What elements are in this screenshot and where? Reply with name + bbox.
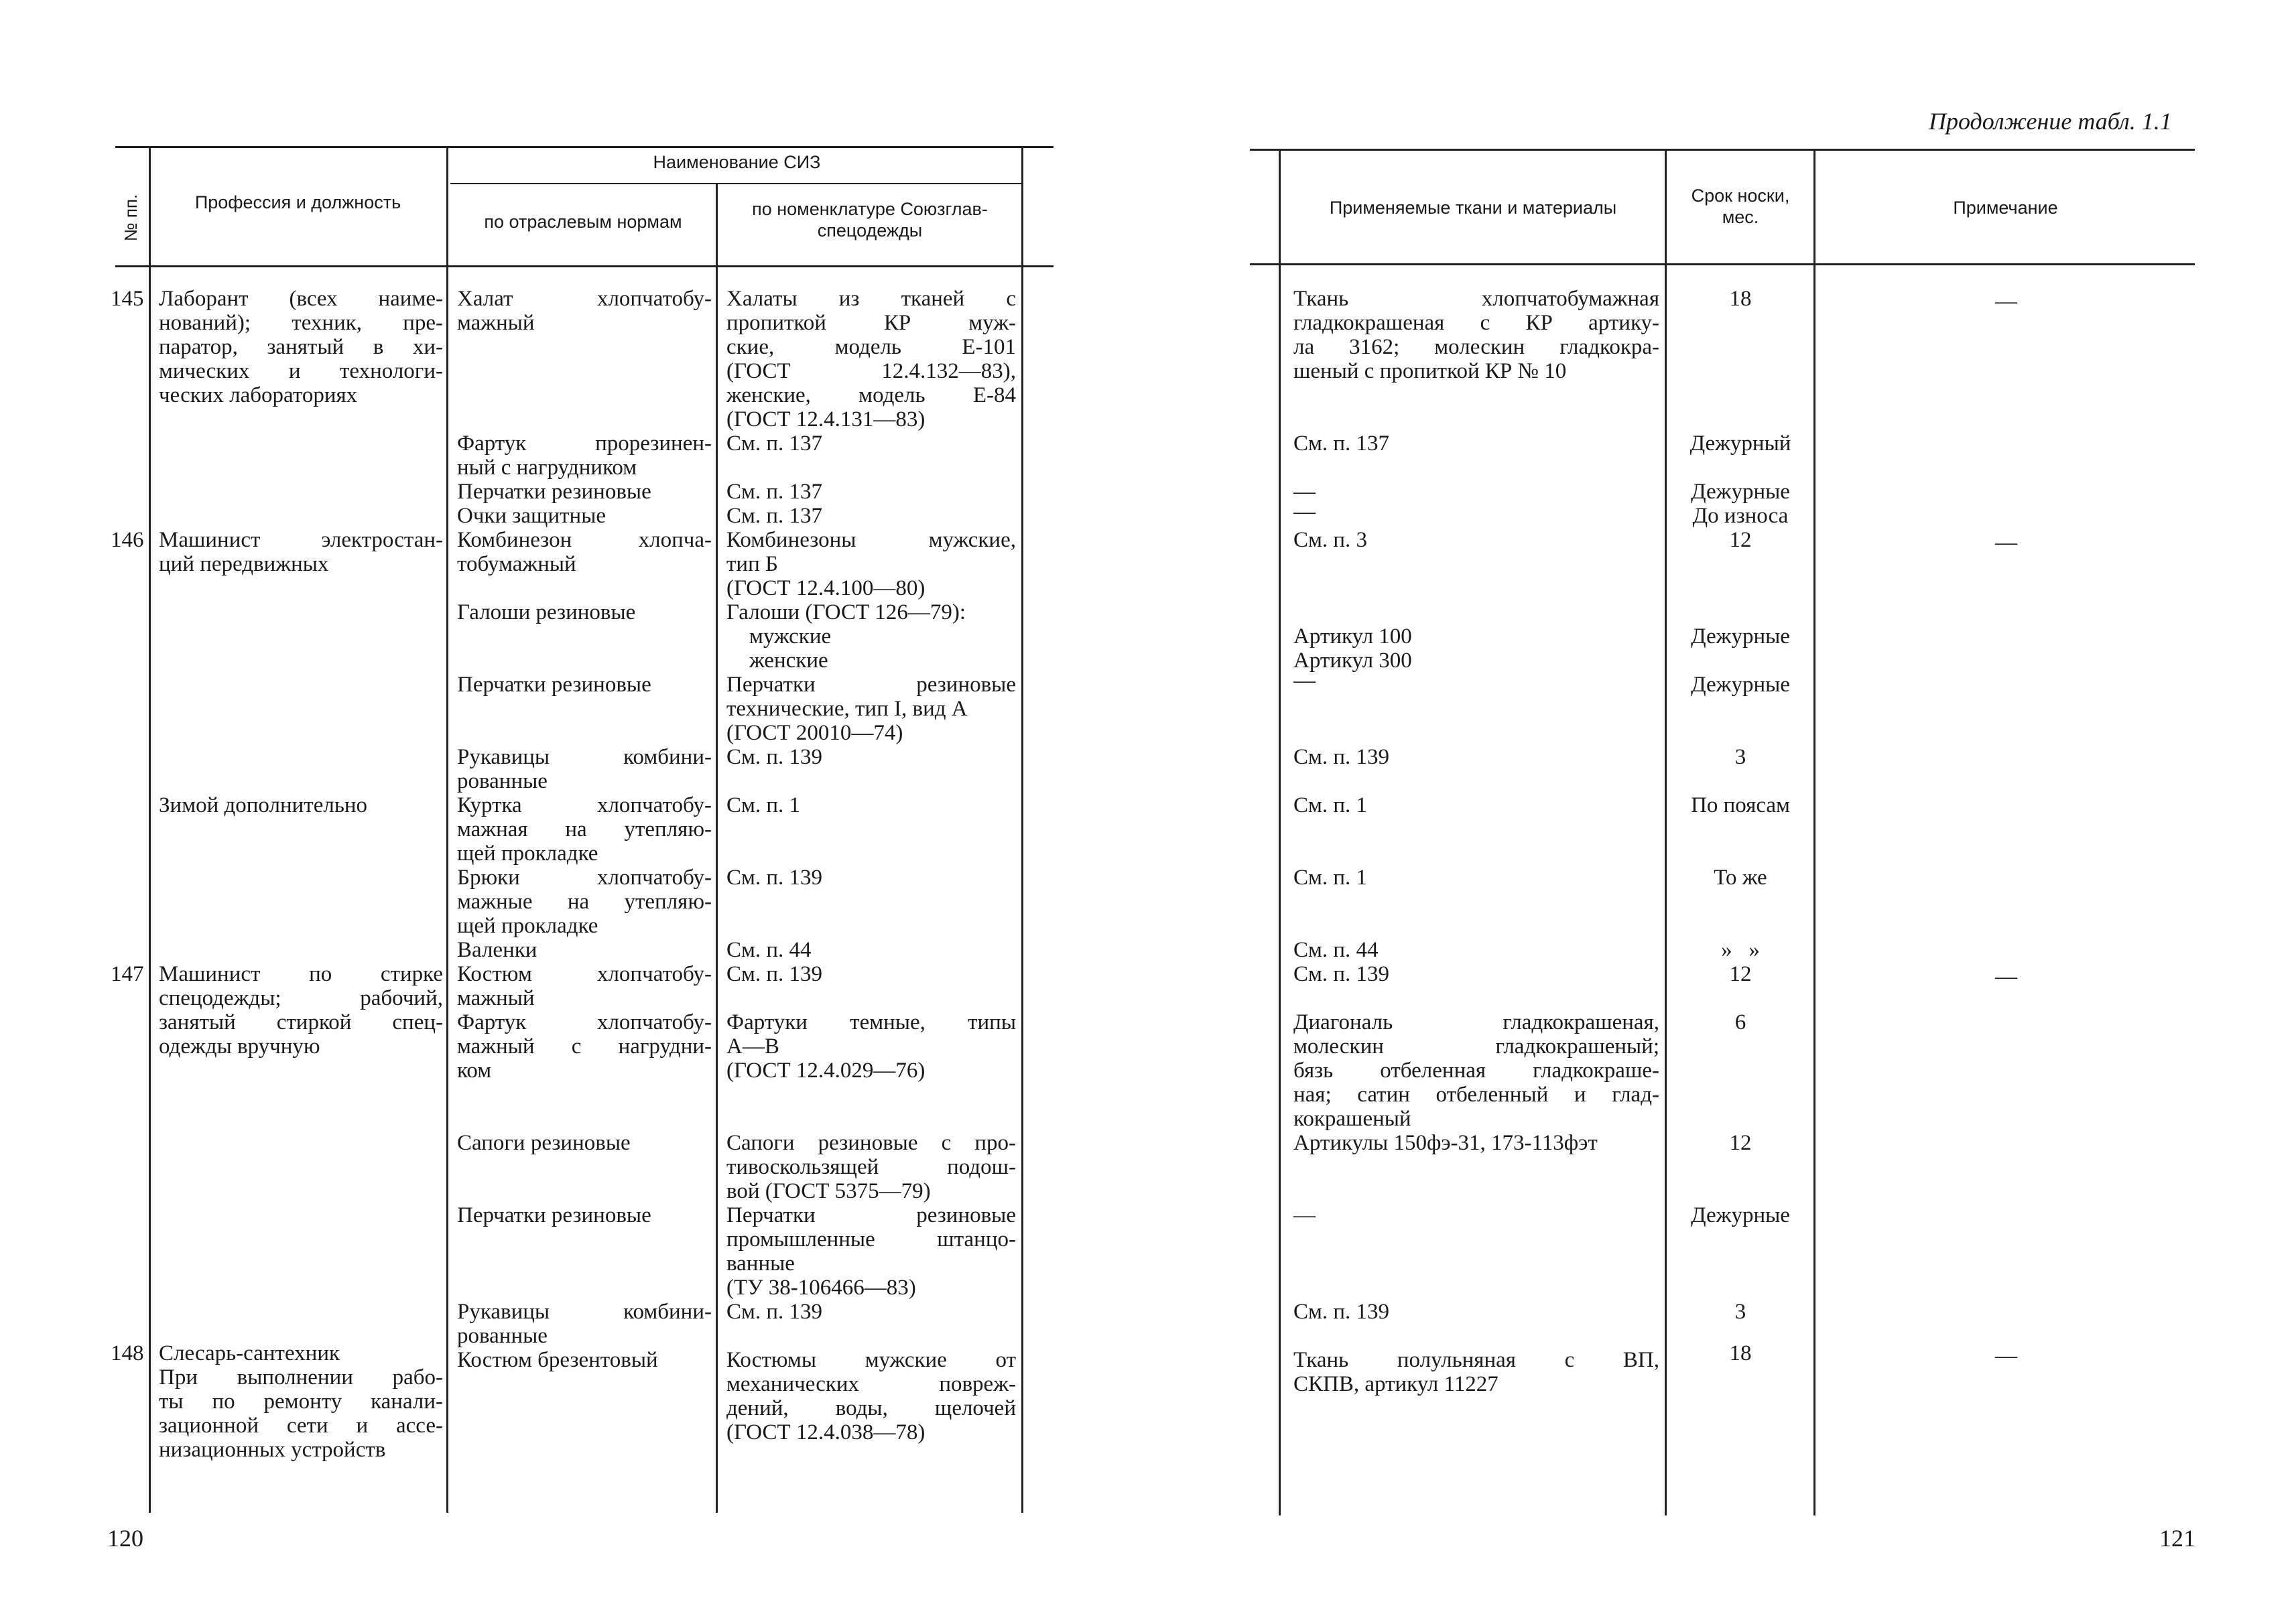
nomen-line: См. п. 1 bbox=[726, 793, 801, 817]
nomen-line: См. п. 137 bbox=[726, 480, 823, 504]
material-line: — bbox=[1293, 480, 1316, 504]
nomen-line: (ГОСТ 20010—74) bbox=[726, 721, 903, 745]
page-number-left: 120 bbox=[107, 1525, 143, 1552]
nomen-line: См. п. 137 bbox=[726, 431, 823, 456]
norms-line: Сапоги резиновые bbox=[457, 1131, 631, 1155]
nomen-line: Перчатки резиновые bbox=[726, 1203, 1016, 1227]
wear-value: То же bbox=[1714, 866, 1767, 890]
nomen-line: женские bbox=[749, 649, 828, 673]
nomen-line: (ГОСТ 12.4.100—80) bbox=[726, 576, 926, 600]
right-header-bottom-rule bbox=[1250, 263, 2195, 265]
norms-line: Брюки хлопчатобу- bbox=[457, 866, 712, 890]
nomen-line: (ГОСТ 12.4.029—76) bbox=[726, 1059, 926, 1083]
material-line: бязь отбеленная гладкокраше- bbox=[1293, 1059, 1659, 1083]
wear-value: Дежурные bbox=[1691, 673, 1790, 697]
table-caption: Продолжение табл. 1.1 bbox=[1929, 108, 2172, 135]
profession-line: нований); техник, пре- bbox=[159, 311, 443, 335]
norms-line: рованные bbox=[457, 1324, 548, 1348]
nomen-line: Фартуки темные, типы bbox=[726, 1010, 1016, 1034]
nomen-line: технические, тип I, вид А bbox=[726, 697, 968, 721]
wear-value: 18 bbox=[1729, 1341, 1752, 1365]
norms-line: мажный bbox=[457, 311, 535, 335]
norms-line: Галоши резиновые bbox=[457, 600, 636, 624]
wear-value: До износа bbox=[1692, 504, 1789, 528]
norms-line: Рукавицы комбини- bbox=[457, 1300, 712, 1324]
norms-line: Перчатки резиновые bbox=[457, 480, 651, 504]
material-line: Артикул 300 bbox=[1293, 649, 1412, 673]
nomen-line: См. п. 137 bbox=[726, 504, 823, 528]
right-vline-wear bbox=[1813, 149, 1815, 1515]
nomen-line: (ГОСТ 12.4.132—83), bbox=[726, 359, 1016, 383]
nomen-line: См. п. 139 bbox=[726, 962, 823, 986]
profession-line: низационных устройств bbox=[159, 1438, 386, 1462]
nomen-line: См. п. 139 bbox=[726, 1300, 823, 1324]
norms-line: мажные на утепляю- bbox=[457, 890, 712, 914]
row-num: 146 bbox=[111, 528, 144, 552]
norms-line: Костюм хлопчатобу- bbox=[457, 962, 712, 986]
norms-line: щей прокладке bbox=[457, 914, 598, 938]
nomen-line: А—В bbox=[726, 1034, 779, 1059]
nomen-line: Галоши (ГОСТ 126—79): bbox=[726, 600, 966, 624]
nomen-line: См. п. 139 bbox=[726, 866, 823, 890]
material-line: шеный с пропиткой КР № 10 bbox=[1293, 359, 1567, 383]
note-value: — bbox=[1995, 1344, 2017, 1368]
norms-line: Рукавицы комбини- bbox=[457, 745, 712, 769]
nomen-line: (ТУ 38-106466—83) bbox=[726, 1276, 916, 1300]
profession-line: ческих лабораториях bbox=[159, 383, 358, 407]
material-line: См. п. 44 bbox=[1293, 938, 1379, 962]
profession-line: Слесарь-сантехник bbox=[159, 1341, 340, 1365]
header-profession: Профессия и должность bbox=[194, 192, 401, 212]
wear-value: 12 bbox=[1729, 528, 1752, 552]
material-line: Ткань полульняная с ВП, bbox=[1293, 1348, 1659, 1372]
material-line: См. п. 137 bbox=[1293, 431, 1390, 456]
left-vline-norms bbox=[716, 183, 718, 1513]
profession-line: занятый стиркой спец- bbox=[159, 1010, 443, 1034]
norms-line: Комбинезон хлопча- bbox=[457, 528, 712, 552]
nomen-line: Халаты из тканей с bbox=[726, 287, 1016, 311]
norms-line: ный с нагрудником bbox=[457, 456, 637, 480]
material-line: СКПВ, артикул 11227 bbox=[1293, 1372, 1498, 1396]
norms-line: Халат хлопчатобу- bbox=[457, 287, 712, 311]
norms-line: Куртка хлопчатобу- bbox=[457, 793, 712, 817]
nomen-line: Перчатки резиновые bbox=[726, 673, 1016, 697]
material-line: гладкокрашеная с КР артику- bbox=[1293, 311, 1659, 335]
nomen-line: См. п. 44 bbox=[726, 938, 812, 962]
left-vline-num bbox=[149, 146, 151, 1513]
nomen-line: пропиткой КР муж- bbox=[726, 311, 1016, 335]
profession-line: Зимой дополнительно bbox=[159, 793, 368, 817]
norms-line: Фартук хлопчатобу- bbox=[457, 1010, 712, 1034]
page-number-right: 121 bbox=[2159, 1525, 2195, 1552]
nomen-line: (ГОСТ 12.4.131—83) bbox=[726, 407, 926, 431]
norms-line: Костюм брезентовый bbox=[457, 1348, 658, 1372]
wear-value: По поясам bbox=[1691, 793, 1790, 817]
material-line: См. п. 139 bbox=[1293, 1300, 1390, 1324]
nomen-line: дений, воды, щелочей bbox=[726, 1396, 1016, 1420]
left-header-bottom-rule bbox=[115, 265, 1054, 267]
nomen-line: Костюмы мужские от bbox=[726, 1348, 1016, 1372]
material-line: Артикул 100 bbox=[1293, 624, 1412, 649]
material-line: Артикулы 150фэ-31, 173-113фэт bbox=[1293, 1131, 1598, 1155]
material-line: См. п. 139 bbox=[1293, 745, 1390, 769]
material-line: Ткань хлопчатобумажная bbox=[1293, 287, 1659, 311]
nomen-line: См. п. 139 bbox=[726, 745, 823, 769]
nomen-line: механических повреж- bbox=[726, 1372, 1016, 1396]
wear-value: 3 bbox=[1734, 745, 1746, 769]
nomen-line: Комбинезоны мужские, bbox=[726, 528, 1016, 552]
header-num: № пп. bbox=[121, 194, 141, 242]
norms-line: щей прокладке bbox=[457, 841, 598, 866]
nomen-line: ские, модель Е-101 bbox=[726, 335, 1016, 359]
material-line: См. п. 1 bbox=[1293, 866, 1368, 890]
nomen-line: тивоскользящей подош- bbox=[726, 1155, 1016, 1179]
norms-line: мажный с нагрудни- bbox=[457, 1034, 712, 1059]
nomen-line: мужские bbox=[749, 624, 832, 649]
left-vline-prof bbox=[446, 146, 448, 1513]
norms-line: мажная на утепляю- bbox=[457, 817, 712, 841]
profession-line: зационной сети и ассе- bbox=[159, 1414, 443, 1438]
material-line: кокрашеный bbox=[1293, 1107, 1411, 1131]
left-group-rule bbox=[450, 183, 1023, 184]
nomen-line: вой (ГОСТ 5375—79) bbox=[726, 1179, 931, 1203]
material-line: — bbox=[1293, 500, 1316, 524]
header-siz-group: Наименование СИЗ bbox=[653, 152, 821, 172]
material-line: — bbox=[1293, 669, 1316, 693]
profession-line: ты по ремонту канали- bbox=[159, 1390, 443, 1414]
nomen-line: ванные bbox=[726, 1252, 795, 1276]
material-line: См. п. 139 bbox=[1293, 962, 1390, 986]
norms-line: рованные bbox=[457, 769, 548, 793]
right-top-rule bbox=[1250, 149, 2195, 151]
note-value: — bbox=[1995, 965, 2017, 989]
material-line: ная; сатин отбеленный и глад- bbox=[1293, 1083, 1659, 1107]
wear-value: 12 bbox=[1729, 962, 1752, 986]
wear-value: 18 bbox=[1729, 287, 1752, 311]
profession-line: Лаборант (всех наиме- bbox=[159, 287, 443, 311]
header-materials: Применяемые ткани и материалы bbox=[1329, 198, 1617, 218]
wear-value: Дежурные bbox=[1691, 624, 1790, 649]
note-value: — bbox=[1995, 289, 2017, 314]
nomen-line: тип Б bbox=[726, 552, 778, 576]
norms-line: тобумажный bbox=[457, 552, 576, 576]
right-vline-materials bbox=[1665, 149, 1667, 1515]
left-vline-nomen bbox=[1021, 146, 1023, 1513]
row-num: 145 bbox=[111, 287, 144, 311]
profession-line: При выполнении рабо- bbox=[159, 1365, 443, 1390]
left-top-rule bbox=[115, 146, 1054, 148]
material-line: — bbox=[1293, 1203, 1316, 1227]
header-wear: Срок носки, мес. bbox=[1691, 186, 1790, 227]
nomen-line: (ГОСТ 12.4.038—78) bbox=[726, 1420, 926, 1444]
right-vline-left bbox=[1279, 149, 1281, 1515]
material-line: молескин гладкокрашеный; bbox=[1293, 1034, 1659, 1059]
header-note: Примечание bbox=[1953, 198, 2058, 218]
profession-line: паратор, занятый в хи- bbox=[159, 335, 443, 359]
nomen-line: женские, модель Е-84 bbox=[726, 383, 1016, 407]
wear-value: » » bbox=[1721, 938, 1760, 962]
norms-line: Перчатки резиновые bbox=[457, 673, 651, 697]
profession-line: ций передвижных bbox=[159, 552, 329, 576]
norms-line: мажный bbox=[457, 986, 535, 1010]
material-line: Диагональ гладкокрашеная, bbox=[1293, 1010, 1659, 1034]
wear-value: 6 bbox=[1734, 1010, 1746, 1034]
wear-value: Дежурные bbox=[1691, 1203, 1790, 1227]
material-line: См. п. 3 bbox=[1293, 528, 1368, 552]
row-num: 147 bbox=[111, 962, 144, 986]
profession-line: Машинист электростан- bbox=[159, 528, 443, 552]
wear-value: 12 bbox=[1729, 1131, 1752, 1155]
norms-line: Фартук прорезинен- bbox=[457, 431, 712, 456]
material-line: См. п. 1 bbox=[1293, 793, 1368, 817]
row-num: 148 bbox=[111, 1341, 144, 1365]
header-by-norms: по отраслевым нормам bbox=[484, 212, 682, 232]
wear-value: 3 bbox=[1734, 1300, 1746, 1324]
wear-value: Дежурные bbox=[1691, 480, 1790, 504]
profession-line: Машинист по стирке bbox=[159, 962, 443, 986]
wear-value: Дежурный bbox=[1689, 431, 1791, 456]
norms-line: Перчатки резиновые bbox=[457, 1203, 651, 1227]
profession-line: мических и технологи- bbox=[159, 359, 443, 383]
nomen-line: промышленные штанцо- bbox=[726, 1227, 1016, 1252]
header-by-nomenclature: по номенклатуре Союзглав- спецодежды bbox=[752, 199, 988, 241]
profession-line: одежды вручную bbox=[159, 1034, 320, 1059]
norms-line: Валенки bbox=[457, 938, 537, 962]
norms-line: ком bbox=[457, 1059, 492, 1083]
profession-line: спецодежды; рабочий, bbox=[159, 986, 443, 1010]
material-line: ла 3162; молескин гладкокра- bbox=[1293, 335, 1659, 359]
note-value: — bbox=[1995, 531, 2017, 555]
norms-line: Очки защитные bbox=[457, 504, 607, 528]
nomen-line: Сапоги резиновые с про- bbox=[726, 1131, 1016, 1155]
